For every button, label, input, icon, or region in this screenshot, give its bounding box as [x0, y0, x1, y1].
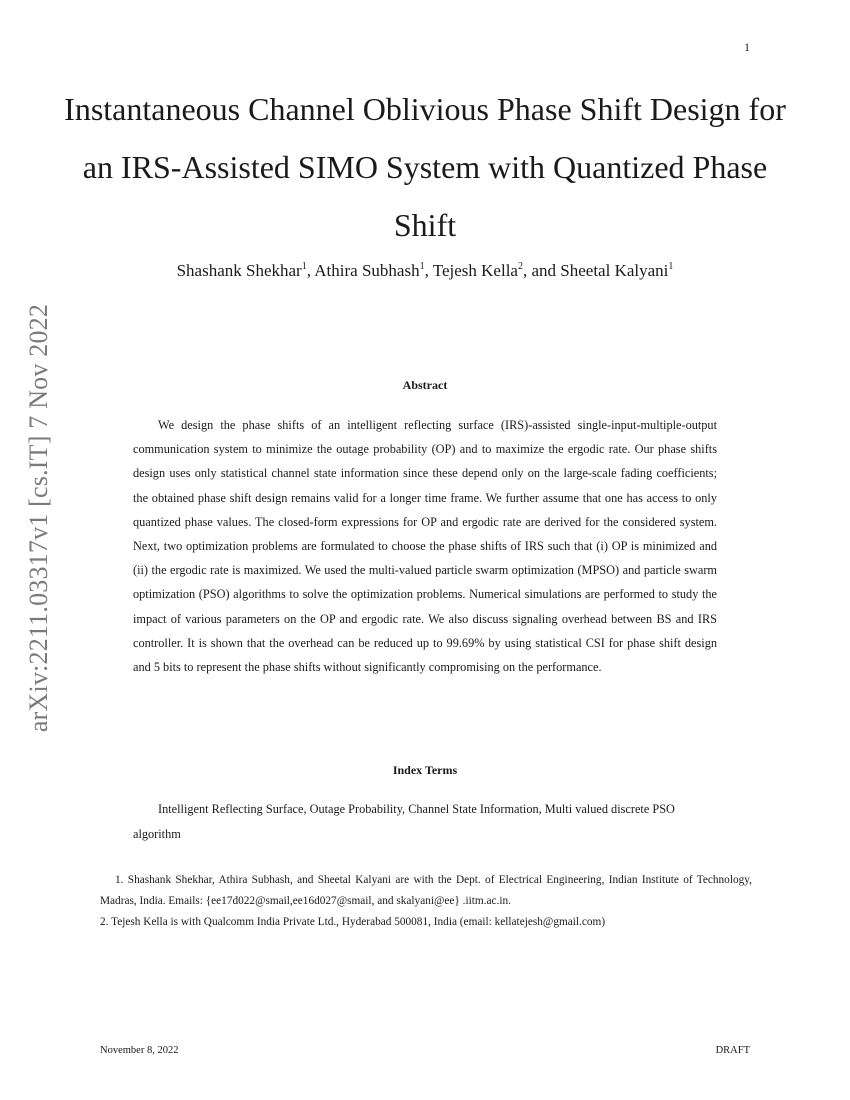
- author-affiliation-mark: 2: [517, 261, 523, 272]
- author-separator: ,: [424, 261, 433, 280]
- author-affiliation-mark: 1: [419, 261, 425, 272]
- abstract-text: We design the phase shifts of an intelligent reflecting surface (IRS)-assisted single-input-multiple-output communication system to minimize the outage probability (OP) and to maximize the ergodic rate. Our phase shifts design uses only statistical channel state information since these depend only on the large-scale fading coefficients; the obtained phase shift design remains valid for a longer time frame. We further assume that one has access to only quantized phase values. The closed-form expressions for OP and ergodic rate are derived for the considered system. Next, two optimization problems are formulated to choose the phase shifts of IRS such that (i) OP is minimized and (ii) the ergodic rate is maximized. We used the multi-valued particle swarm optimization (MPSO) and particle swarm optimization (PSO) algorithms to solve the optimization problems. Numerical simulations are performed to study the impact of various parameters on the OP and ergodic rate. We also discuss signaling overhead between BS and IRS controller. It is shown that the overhead can be reduced up to 99.69% by using statistical CSI for phase shift design and 5 bits to represent the phase shifts without significantly compromising on the performance.: [133, 418, 717, 675]
- page-number: 1: [744, 40, 750, 54]
- author-list: [60, 259, 790, 283]
- author-separator: ,: [306, 261, 315, 280]
- footnote-affiliation-qualcomm: 2. Tejesh Kella is with Qualcomm India Private Ltd., Hyderabad 500081, India (email: kellatejesh@gmail.com): [100, 916, 606, 928]
- footer-date: November 8, 2022: [100, 1045, 179, 1056]
- author-name: Athira Subhash: [314, 261, 420, 280]
- footer-draft-label: DRAFT: [715, 1045, 750, 1056]
- footnote-affiliation-iitm: 1. Shashank Shekhar, Athira Subhash, and Sheetal Kalyani are with the Dept. of Electrical Engineering, Indian Institute of Technology, Madras, India. Emails: {ee17d022@smail,ee16d027@smail, and skalyani@ee} .iitm.ac.in.: [100, 874, 752, 907]
- index-terms-heading: Index Terms: [392, 763, 458, 777]
- index-terms-text: Intelligent Reflecting Surface, Outage Probability, Channel State Information, Multi valued discrete PSO algorithm: [133, 802, 675, 841]
- arxiv-identifier-text: arXiv:2211.03317v1 [cs.IT] 7 Nov 2022: [24, 303, 53, 733]
- author-name: Sheetal Kalyani: [560, 261, 669, 280]
- author-affiliation-mark: 1: [301, 261, 307, 272]
- author-affiliation-mark: 1: [668, 261, 674, 272]
- author-name: Tejesh Kella: [432, 261, 518, 280]
- abstract-heading: Abstract: [402, 378, 448, 392]
- author-name: Shashank Shekhar: [176, 261, 302, 280]
- paper-title: Instantaneous Channel Oblivious Phase Shift Design for an IRS-Assisted SIMO System with Quantized Phase Shift: [64, 91, 786, 243]
- footnotes: [100, 870, 752, 933]
- author-separator: , and: [522, 261, 561, 280]
